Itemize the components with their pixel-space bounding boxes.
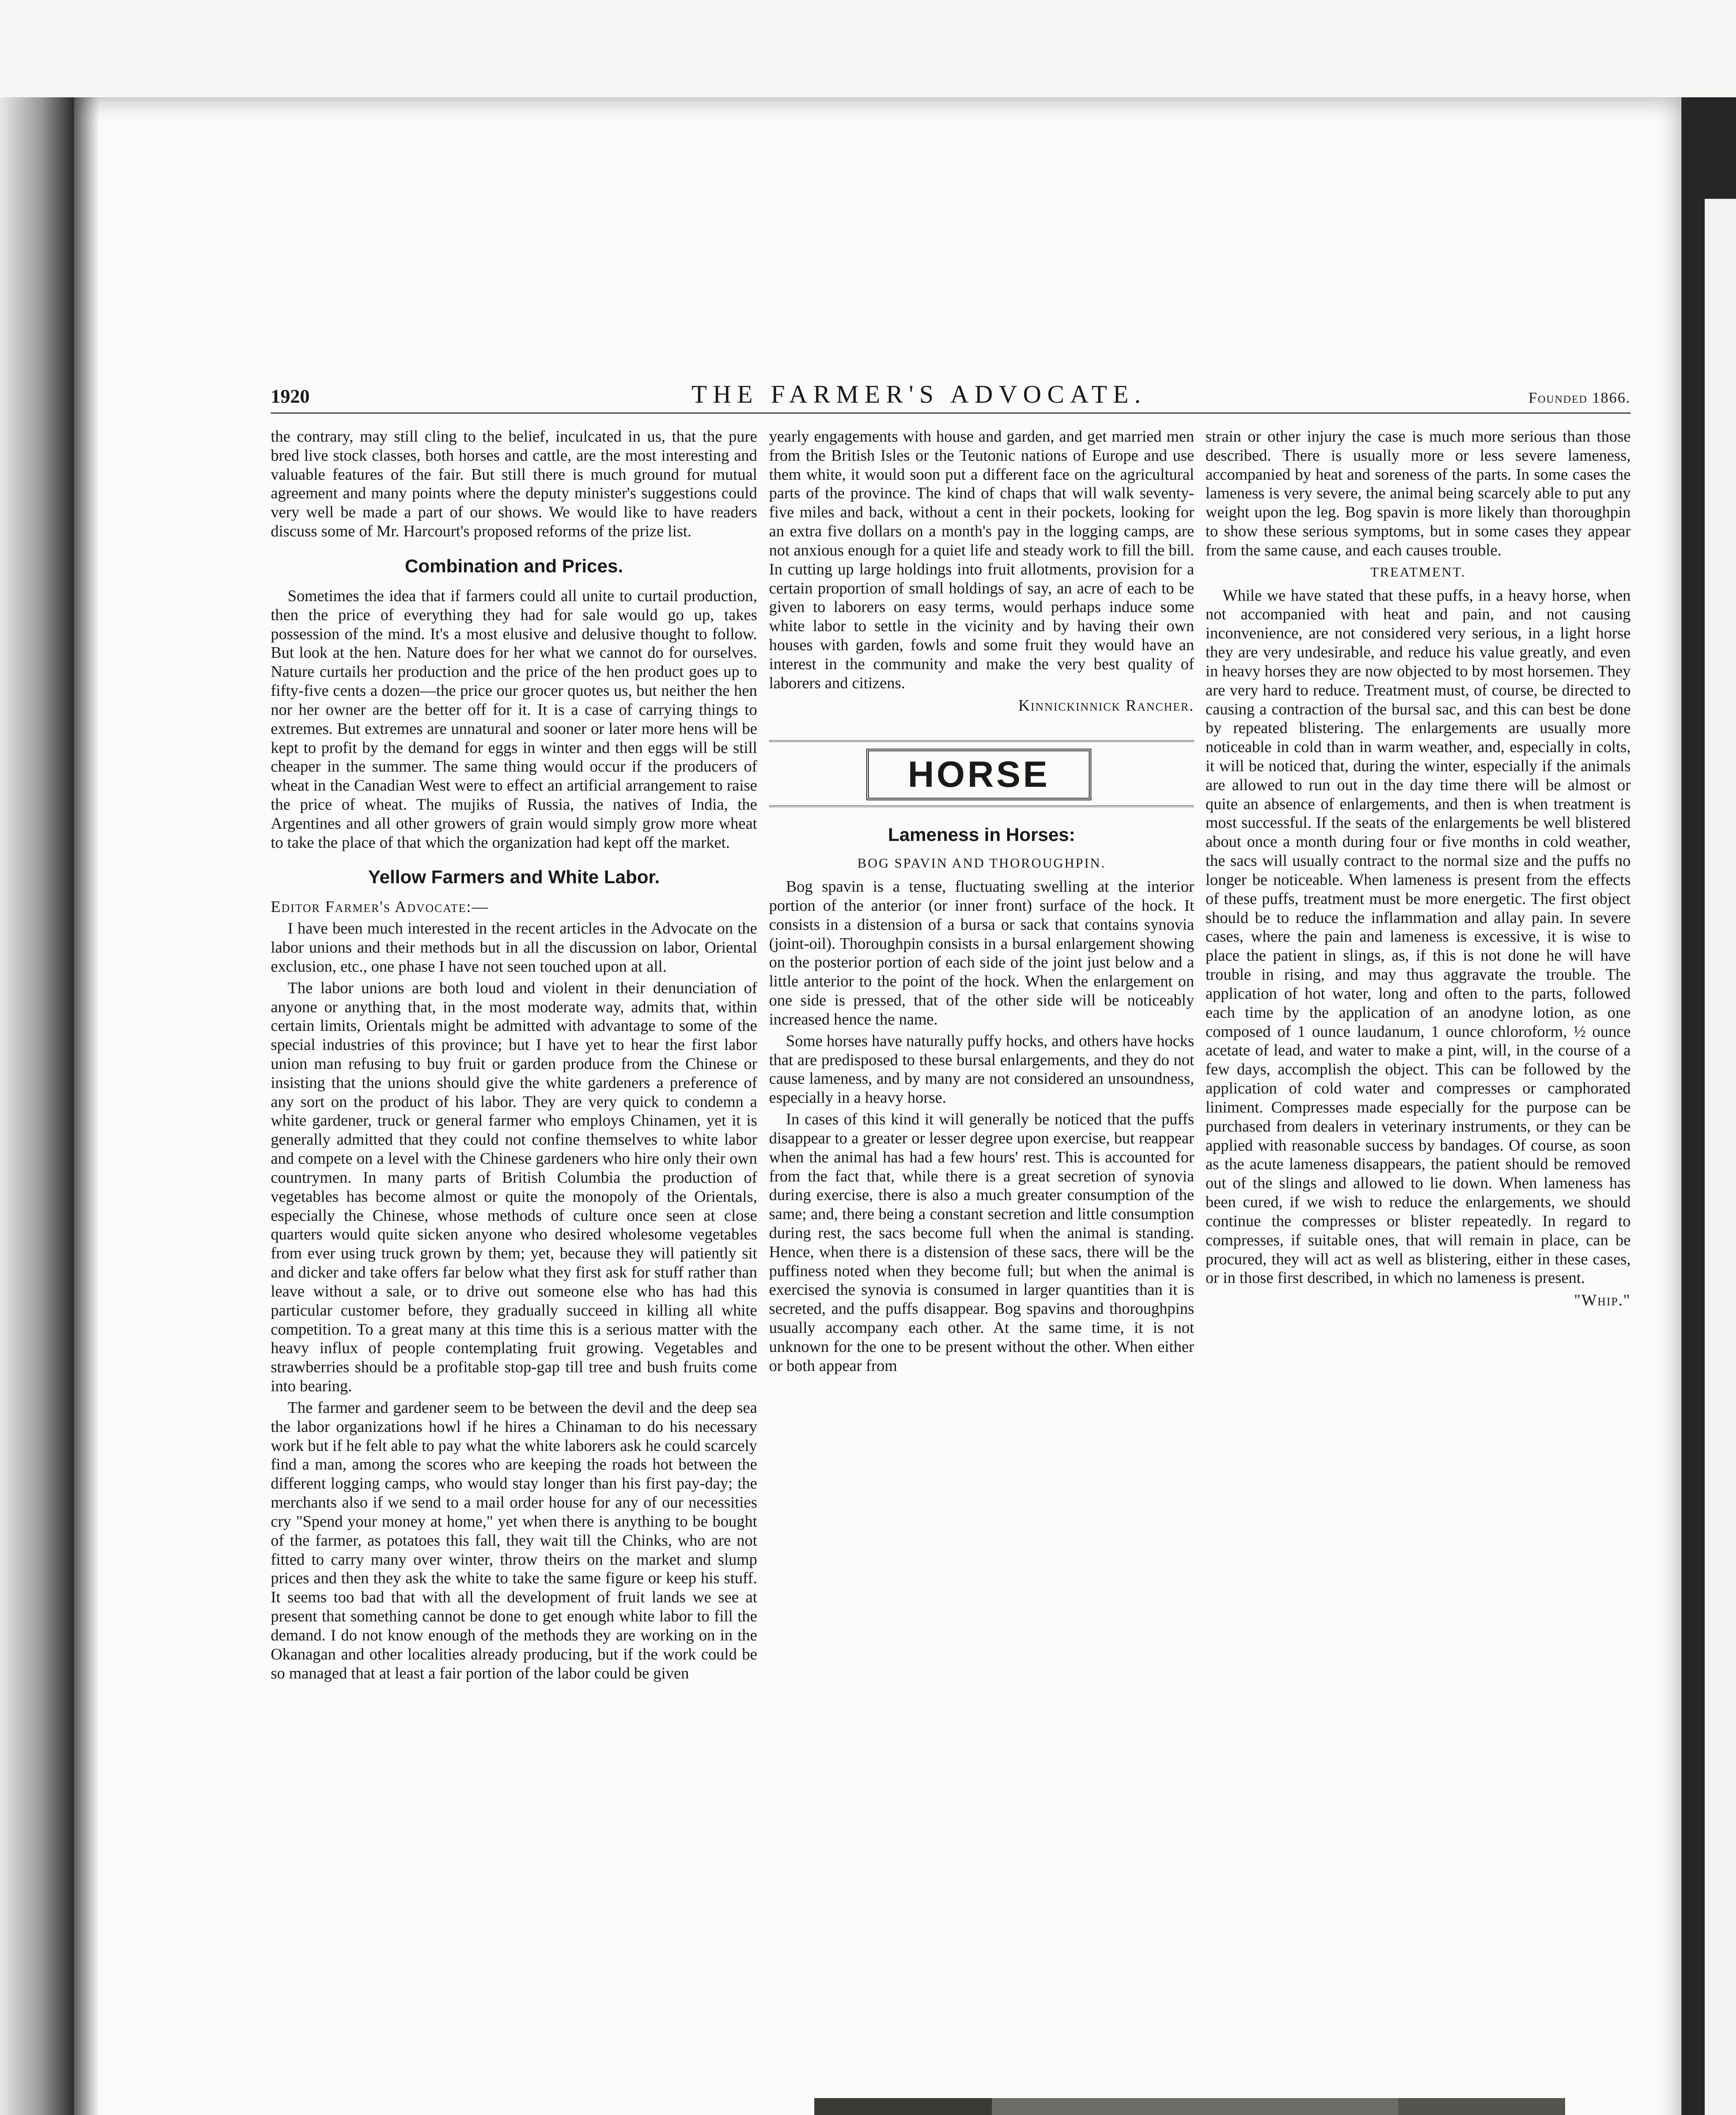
column-3 [1206,427,1631,1313]
article-paragraph: Bog spavin is a tense, fluctuating swelling at the interior portion of the anterior (or inner front) surface of the hock. It consists in a distension of a bursa or sack that contains synovia (joint-oil). Thoroughpin consists in a bursal enlargement showing on the posterior portion of each side of the joint just below and a little anterior to the point of the hock. When the enlargement on one side is pressed, that of the other side will be noticeably increased hence the name. [769,878,1194,1028]
article-paragraph: The labor unions are both loud and violent in their denunciation of anyone or anything that, in the most moderate way, admits that, within certain limits, Orientals might be admitted with advantage to some of the special industries of this province; but I have yet to hear the first labor union man refusing to buy fruit or garden produce from the Chinese or insisting that the unions should give the white gardeners a preference of any sort on the product of his labor. They are very quick to condemn a white gardener, truck or general farmer who employs Chinamen, yet it is generally admitted that they could not confine themselves to white labor and compete on a level with the Chinese gardeners who hire only their own countrymen. In many parts of British Columbia the production of vegetables has become almost or quite the monopoly of the Orientals, especially the Chinese, whose methods of culture once seen at close quarters would quite sicken anyone who desired wholesome vegetables from ever using truck grown by them; yet, because they will patiently sit and dicker and take offers far below what they first ask for stuff rather than leave without a sale, or to drive out someone else who has had this particular customer before, they gradually succeed in killing all white competition. To a great many at this time this is a serious matter with the heavy influx of people contemplating fruit growing. Vegetables and strawberries should be a profitable stop-gap till tree and bush fruits come into bearing. [271,979,757,1395]
letter-signature: Kinnickinnick Rancher. [1018,696,1194,714]
article-paragraph: In cases of this kind it will generally be noticed that the puffs disappear to a greater or lesser degree upon exercise, but reappear when the animal has had a few hours' rest. This is accounted for from the fact that, while there is a great secretion of synovia during exercise, there is also a much greater consumption of the same; and, there being a constant secretion and little consumption during rest, the sacs become full when the animal is standing. Hence, when there is a distension of these sacs, there will be the puffiness noted when they become full; but when the animal is exercised the synovia is consumed in larger quantities than it is secreted, and the puffs disappear. Bog spavins and thoroughpins usually accompany each other. At the same time, it is not unknown for the one to be present without the other. When either or both appear from [769,1110,1194,1375]
horse-photograph [814,2098,1565,2115]
facing-page-edge [1705,199,1736,2115]
scan-top-margin [0,0,1736,97]
article-paragraph: Some horses have naturally puffy hocks, and others have hocks that are predisposed to these bursal enlargements, and they do not cause lameness, and by many are not considered an unsoundness, especially in a heavy horse. [769,1032,1194,1107]
article-continuation: strain or other injury the case is much more serious than those described. There is usually more or less severe lameness, accompanied by heat and soreness of the parts. In some cases the lameness is very severe, the animal being scarcely able to put any weight upon the leg. Bog spavin is more likely than thoroughpin to show these serious symptoms, but in some cases they appear from the same cause, and each causes trouble. [1206,428,1631,559]
article-paragraph: The farmer and gardener seem to be between the devil and the deep sea the labor organizations howl if he hires a Chinaman to do his necessary work but if he felt able to pay what the white laborers ask he could scarcely find a man, among the scores who are keeping the roads hot between the different logging camps, who would stay longer than his first pay-day; the merchants also if we send to a mail order house for any of our necessities cry "Spend your money at home," yet when there is anything to be bought of the farmer, as potatoes this fall, they wait till the Chinks, who are not fitted to carry many over winter, throw theirs on the market and slump prices and then they ask the white to take the same figure or keep his stuff. It seems too bad that with all the development of fruit lands we see at present that something cannot be done to get enough white labor to fill the demand. I do not know enough of the methods they are working on in the Okanagan and other localities already producing, but if the work could be so managed that at least a fair portion of the labor could be given [271,1398,757,1682]
section-banner [769,740,1194,807]
column-1 [271,427,757,1685]
article-paragraph: Sometimes the idea that if farmers could all unite to curtail production, then the price of everything they had for sale would go up, takes possession of the mind. It's a most elusive and delusive thought to follow. But look at the hen. Nature does for her what we cannot do for ourselves. Nature curtails her production and the price of the hen product goes up to fifty-five cents a dozen—the price our grocer quotes us, but neither the hen nor her owner are the better off for it. It is a case of carrying things to extremes. But extremes are unnatural and sooner or later more hens will be kept to profit by the demand for eggs in winter and then eggs will be still cheaper in the summer. The same thing would occur if the producers of wheat in the Canadian West were to effect an artificial arrangement to raise the price of wheat. The mujiks of Russia, the natives of India, the Argentines and all other growers of grain would simply grow more wheat to take the place of that which the organization had kept off the market. [271,587,757,851]
article-paragraph: While we have stated that these puffs, in a heavy horse, when not accompanied with heat and pain, and not causing inconvenience, are not considered very serious, in a light horse they are very undesirable, and reduce his value greatly, and even in heavy horses they are now objected to by most horsemen. They are very hard to reduce. Treatment must, of course, be directed to causing a contraction of the bursal sac, and this can best be done by repeated blistering. The enlargements are usually more noticeable in cold than in warm weather, and, especially in colts, it will be noticed that, during the winter, especially if the animals are allowed to run out in the day time there will be almost or quite an absence of enlargements, and then is when treatment is most successful. If the seats of the enlargements be well blistered about once a month during four or five months in cold weather, the sacs will usually contract to the normal size and the puffs no longer be noticeable. When lameness is present from the effects of these puffs, treatment must be more energetic. The first object should be to reduce the inflammation and allay pain. In severe cases, where the pain and lameness is excessive, it is wise to place the patient in slings, as, if this is not done he will have trouble in rising, and may thus aggravate the trouble. The application of hot water, long and often to the parts, followed each time by the application of an anodyne lotion, as one composed of 1 ounce laudanum, 1 ounce chloroform, ½ ounce acetate of lead, and water to make a pint, will, in the course of a few days, accomplish the object. This can be followed by the application of cold water and compresses or camphorated liniment. Compresses made especially for the purpose can be purchased from dealers in veterinary instruments, or they can be applied with reasonable success by bandages. Of course, as soon as the acute lameness disappears, the patient should be removed out of the slings and allowed to lie down. When lameness has been cured, if we wish to reduce the enlargements, we should continue the compresses or blister repeatedly. In regard to compresses, if suitable ones, that will remain in place, can be procured, they will act as well as blistering, either in these cases, or in those first described, in which no lameness is present. [1206,586,1631,1287]
article-heading-lameness: Lameness in Horses: [888,824,1075,846]
page-header [271,380,1631,409]
founded-note: Founded 1866. [1528,389,1631,406]
horse-photo-illustration [814,2098,1565,2115]
scan-left-shadow [0,97,74,2115]
article-subheading: BOG SPAVIN AND THOROUGHPIN. [857,855,1106,871]
section-banner-box [866,749,1091,800]
header-rule [271,412,1631,414]
article-continuation: yearly engagements with house and garden, and get married men from the British Isles or the Teutonic nations of Europe and use them white, it would soon put a different face on the agricultural parts of the province. The kind of chaps that will walk seventy-five miles and back, without a cent in their pockets, looking for an extra five dollars on a month's pay in the logging camps, are not anxious enough for a quiet life and steady work to fill the bill. In cutting up large holdings into fruit allotments, provision for a certain proportion of small holdings of say, an acre of each to be given to laborers on easy terms, would perhaps induce some white labor to settle in the vicinity and by having their own houses with garden, fowls and some fruit they would have an interest in the community and make the very best quality of laborers and citizens. [769,428,1194,692]
article-paragraph: I have been much interested in the recent articles in the Advocate on the labor unions and their methods but in all the discussion on labor, Oriental exclusion, etc., one phase I have not seen touched upon at all. [271,920,757,975]
page-number: 1920 [271,385,310,407]
article-heading-yellow-farmers: Yellow Farmers and White Labor. [368,867,660,888]
article-signature: "Whip." [1574,1291,1631,1310]
article-continuation: the contrary, may still cling to the belief, inculcated in us, that the pure bred live stock classes, both horses and cattle, are the most interesting and valuable features of the fair. But still there is much ground for mutual agreement and many points where the deputy minister's suggestions could very well be made a part of our shows. We would like to have readers discuss some of Mr. Harcourt's proposed reforms of the prize list. [271,428,757,541]
article-subheading-treatment: TREATMENT. [1370,564,1466,580]
section-banner-label: HORSE [908,754,1050,795]
page-binding-shadow [74,97,99,2115]
article-heading-combination: Combination and Prices. [405,555,623,577]
letter-salutation: Editor Farmer's Advocate:— [271,898,489,916]
column-2 [769,427,1194,1378]
masthead-title: THE FARMER'S ADVOCATE. [691,380,1147,408]
